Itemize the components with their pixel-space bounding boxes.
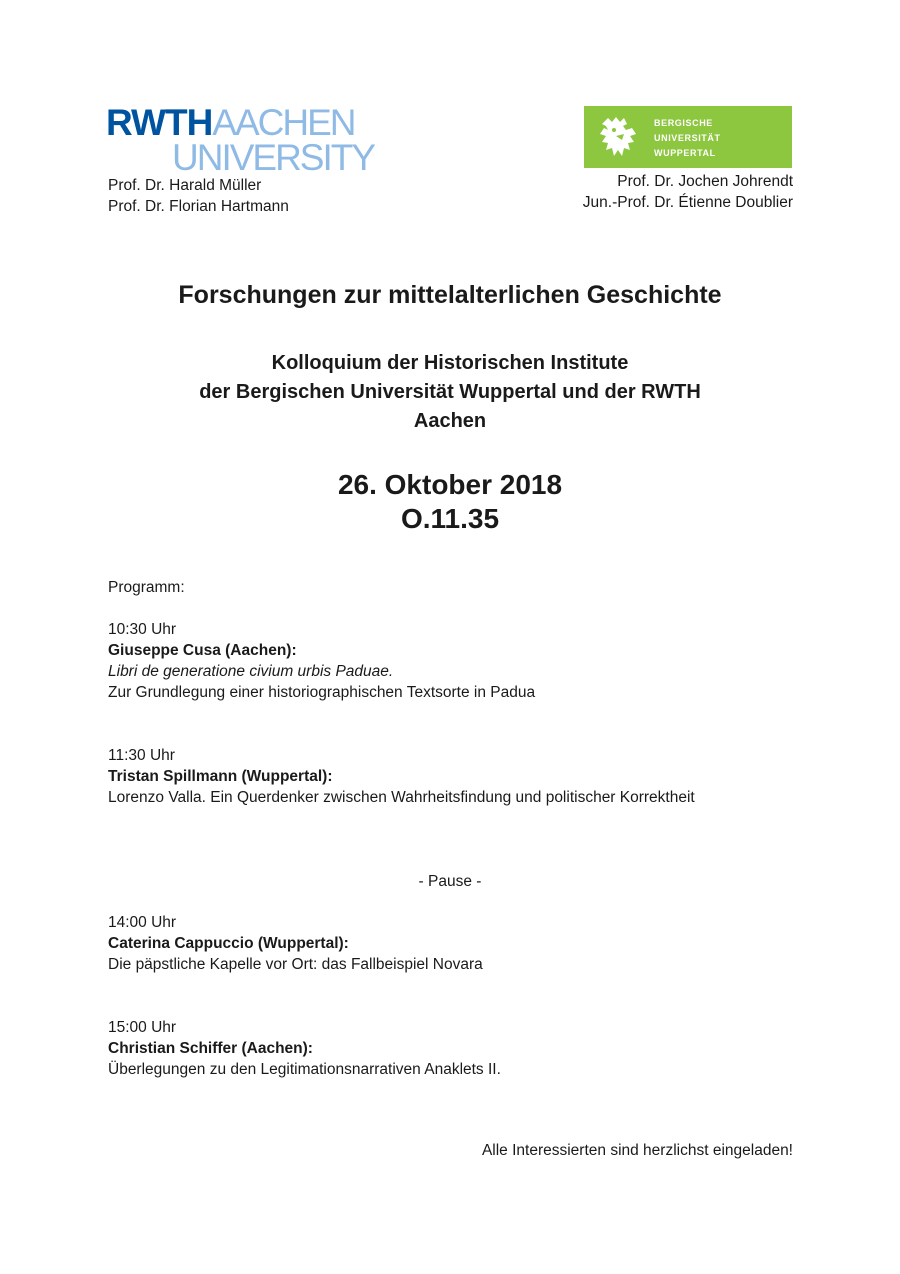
session-title-italic: Libri de generatione civium urbis Paduae. [108,663,394,680]
event-room: O.11.35 [400,503,500,534]
session-time: 15:00 Uhr [108,1019,177,1036]
session-4 [108,1017,748,1080]
session-speaker: Giuseppe Cusa (Aachen): [108,642,297,659]
session-title: Zur Grundlegung einer historiographischen Textsorte in Padua [108,684,536,701]
pause-label: - Pause - [418,873,482,890]
lion-emblem-icon [594,112,644,162]
professor-name: Prof. Dr. Jochen Johrendt [617,173,793,190]
subtitle: Kolloquium der Historischen Institute der Bergischen Universität Wuppertal und der RWTH Aachen [199,352,701,432]
program-label: Programm: [108,579,185,596]
session-speaker: Tristan Spillmann (Wuppertal): [108,768,333,785]
page-title: Forschungen zur mittelalterlichen Geschichte [178,281,722,309]
session-3 [108,912,748,975]
session-1 [108,619,748,703]
event-date-room [0,468,900,536]
professor-name: Prof. Dr. Harald Müller [108,177,262,194]
session-time: 10:30 Uhr [108,621,177,638]
professor-name: Prof. Dr. Florian Hartmann [108,198,289,215]
buw-logo-text: BERGISCHE UNIVERSITÄT WUPPERTAL [654,118,721,158]
aachen-logo-text: AACHEN [212,102,355,143]
professor-name: Jun.-Prof. Dr. Étienne Doublier [582,194,793,211]
session-title: Lorenzo Valla. Ein Querdenker zwischen Wahrheitsfindung und politischer Korrektheit [108,789,695,806]
buw-logo [584,106,792,168]
session-2 [108,745,748,808]
session-time: 14:00 Uhr [108,914,177,931]
session-time: 11:30 Uhr [108,747,175,764]
closing-invitation: Alle Interessierten sind herzlichst eingeladen! [481,1142,793,1159]
rwth-logo [106,102,375,178]
session-speaker: Caterina Cappuccio (Wuppertal): [108,935,349,952]
professors-right [583,171,793,213]
professors-left [108,175,289,217]
university-logo-text: UNIVERSITY [172,137,375,178]
rwth-logo-text: RWTH [106,102,213,143]
session-title: Überlegungen zu den Legitimationsnarrativen Anaklets II. [108,1061,501,1078]
session-title: Die päpstliche Kapelle vor Ort: das Fallbeispiel Novara [108,956,483,973]
event-date: 26. Oktober 2018 [337,469,563,500]
session-speaker: Christian Schiffer (Aachen): [108,1040,313,1057]
